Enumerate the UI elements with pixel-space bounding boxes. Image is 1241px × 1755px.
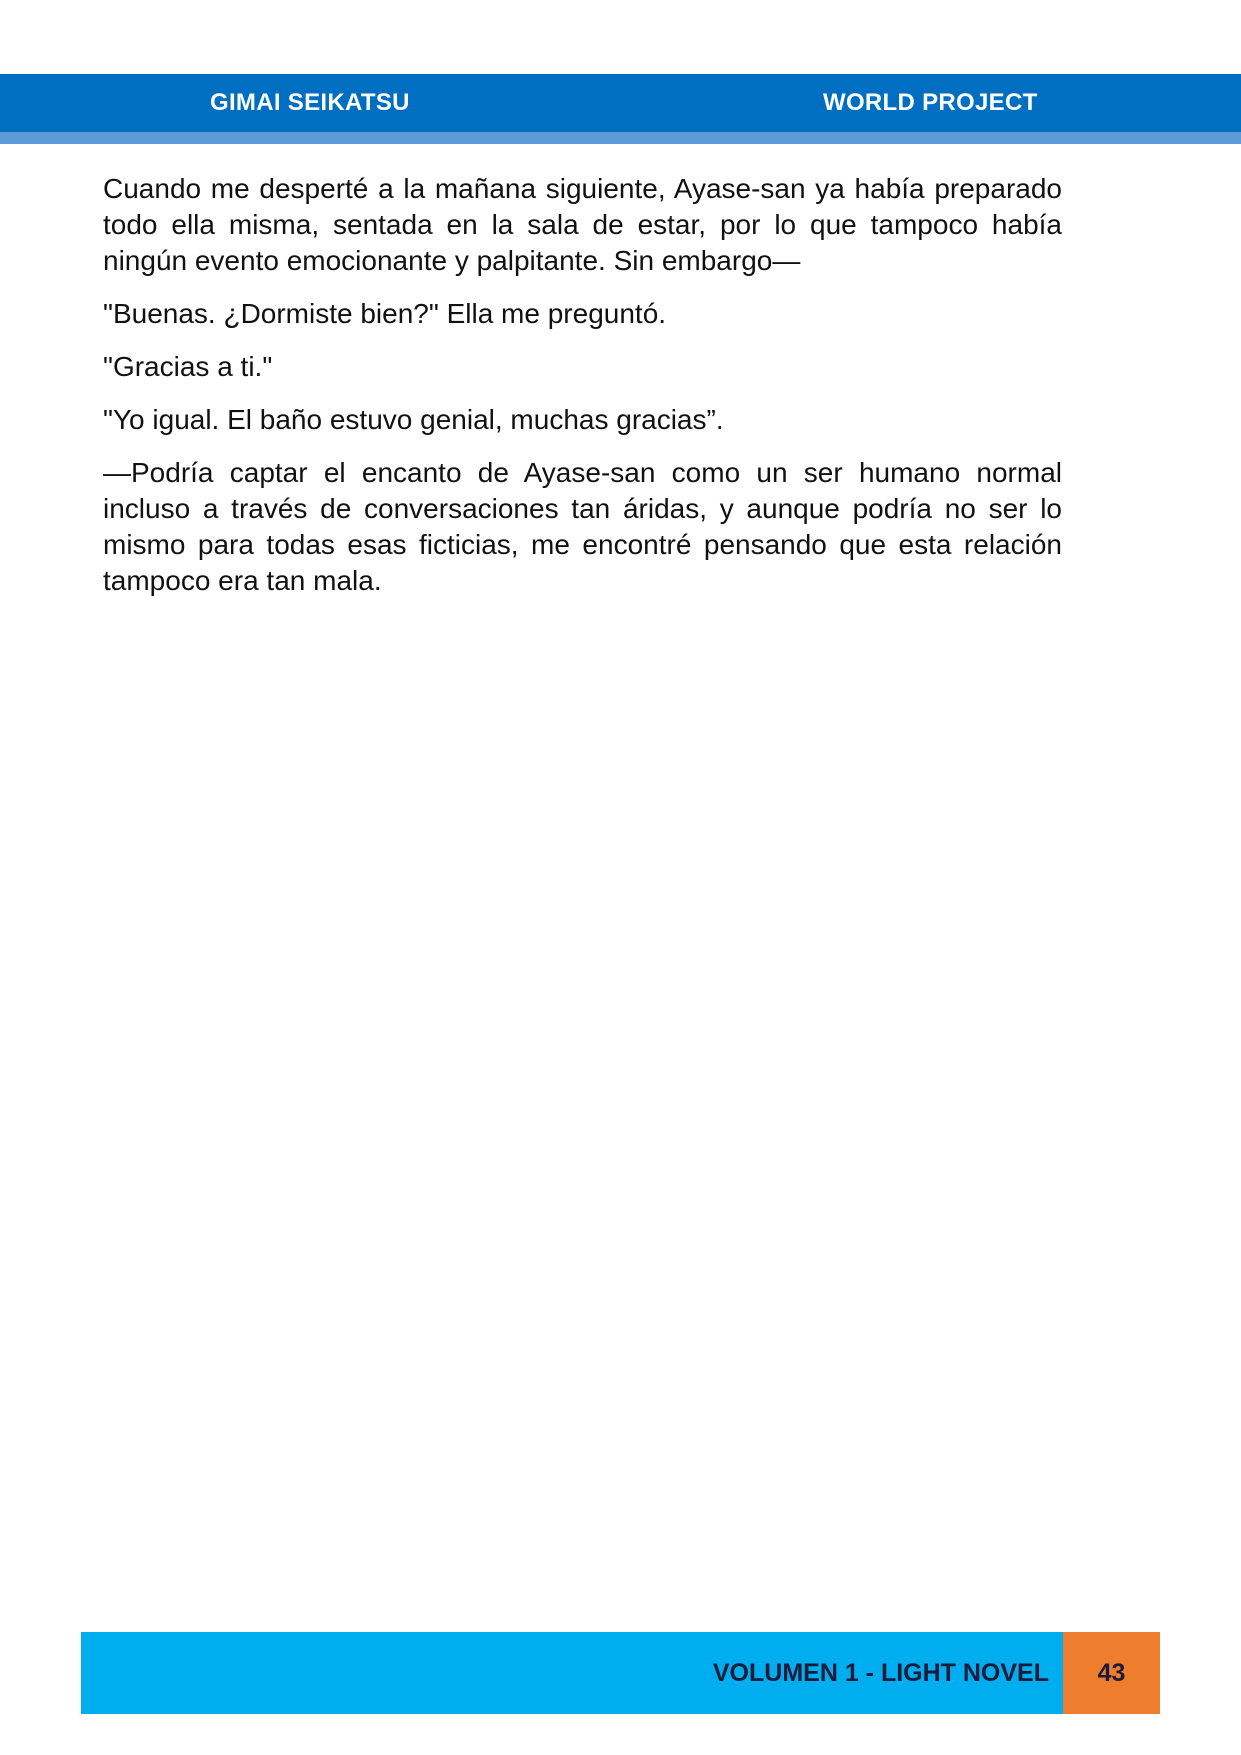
- header-series-title: GIMAI SEIKATSU: [210, 89, 410, 116]
- footer-volume-label: VOLUMEN 1 - LIGHT NOVEL: [712, 1659, 1049, 1687]
- page-footer: [81, 1632, 1063, 1714]
- paragraph-4: "Yo igual. El baño estuvo genial, muchas gracias”.: [103, 404, 724, 435]
- paragraph-3: "Gracias a ti.": [103, 351, 273, 382]
- paragraph-1: Cuando me desperté a la mañana siguiente, Ayase-san ya había preparado todo ella misma, sentada en la sala de estar, por lo que tampoco había ningún evento emocionante y palpitante. Sin embargo—: [103, 173, 1062, 276]
- page-number-box: [1063, 1632, 1160, 1714]
- page-number: 43: [1097, 1659, 1126, 1687]
- paragraph-5: —Podría captar el encanto de Ayase-san como un ser humano normal incluso a través de conversaciones tan áridas, y aunque podría no ser lo mismo para todas esas ficticias, me encontré pensando que esta relación tampoco era tan mala.: [103, 457, 1062, 596]
- paragraph-2: "Buenas. ¿Dormiste bien?" Ella me preguntó.: [103, 298, 667, 329]
- header-group-name: WORLD PROJECT: [823, 89, 1038, 116]
- page-body: [103, 171, 1062, 616]
- header-stripe: [0, 132, 1241, 144]
- page-header: [0, 74, 1241, 132]
